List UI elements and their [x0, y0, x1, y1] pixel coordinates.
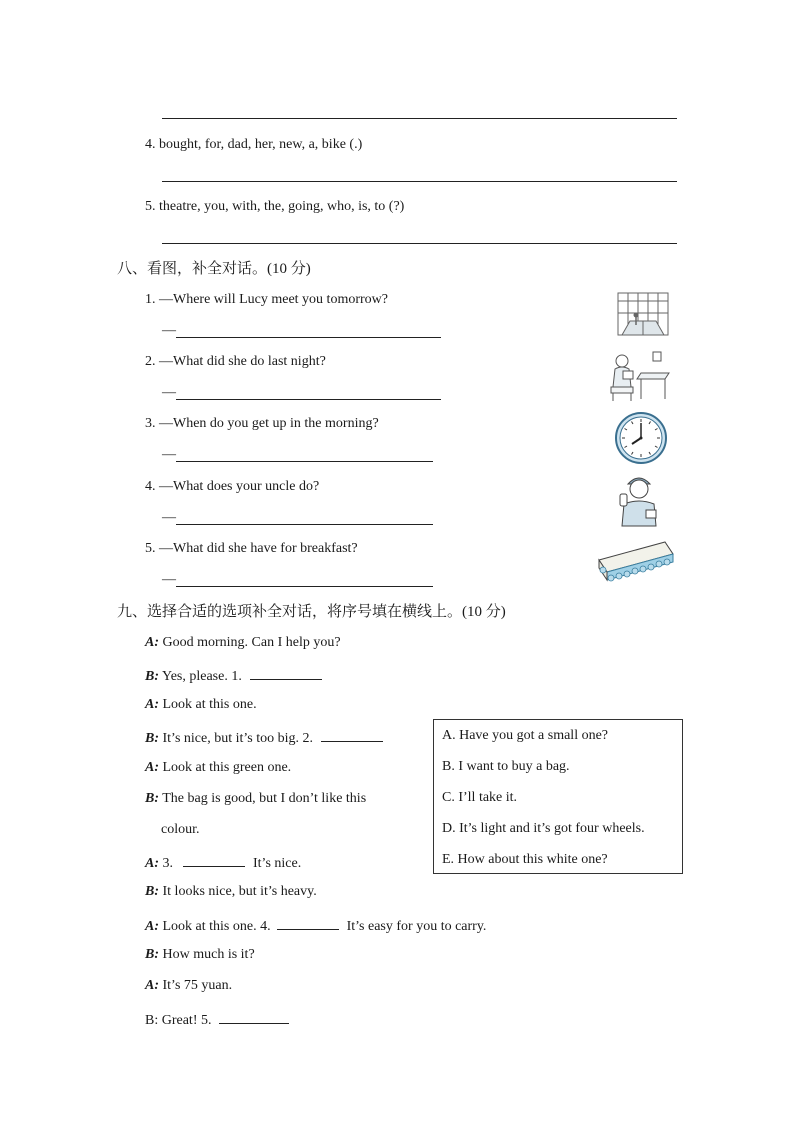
question-4: 4. —What does your uncle do?: [145, 479, 320, 494]
dialogue-text: colour.: [161, 822, 200, 837]
dialogue-line-5: [145, 759, 291, 777]
dialogue-line-4: [145, 727, 387, 748]
dialogue-text: How much is it?: [162, 947, 255, 962]
dialogue-line-6: [145, 790, 366, 808]
dialogue-line-1: [145, 634, 341, 652]
dialogue-line-11: [145, 946, 255, 964]
building-corridor-icon: [616, 291, 670, 337]
dialogue-text: Look at this one. 4.: [162, 919, 271, 934]
option-a: A. Have you got a small one?: [442, 728, 609, 743]
speaker-label: A:: [145, 760, 159, 775]
option-c: C. I’ll take it.: [442, 790, 518, 805]
speaker-label: B:: [145, 884, 159, 899]
section-9-title: 九、选择合适的选项补全对话，将序号填在横线上。: [117, 602, 463, 620]
dialogue-line-10: [145, 915, 486, 936]
sandwich-icon: [595, 538, 677, 584]
answer-line-q4[interactable]: [176, 524, 433, 525]
answer-line-5[interactable]: [162, 243, 677, 244]
option-b: B. I want to buy a bag.: [442, 759, 570, 774]
section-8-heading: [117, 258, 311, 279]
dialogue-text: The bag is good, but I don’t like this: [162, 791, 367, 806]
answer-line-q1[interactable]: [176, 337, 441, 338]
question-2: 2. —What did she do last night?: [145, 354, 326, 369]
answer-dash-3: —: [162, 447, 176, 462]
answer-dash-5: —: [162, 572, 176, 587]
blank-1[interactable]: [250, 665, 322, 680]
blank-2[interactable]: [321, 727, 383, 742]
speaker-label: B:: [145, 669, 159, 684]
section-8-title: 八、看图，补全对话。: [117, 259, 268, 277]
dialogue-line-7: [161, 821, 200, 839]
dialogue-line-12: [145, 977, 232, 995]
section-9-score: (10 分): [462, 604, 506, 620]
section-9-heading: [117, 601, 506, 622]
speaker-label: A:: [145, 919, 159, 934]
options-box: [433, 719, 683, 874]
speaker-label: B:: [145, 731, 159, 746]
question-1: 1. —Where will Lucy meet you tomorrow?: [145, 292, 388, 307]
dialogue-text: Look at this one.: [162, 697, 257, 712]
answer-line-q2[interactable]: [176, 399, 441, 400]
blank-3[interactable]: [183, 852, 245, 867]
option-d: D. It’s light and it’s got four wheels.: [442, 821, 645, 836]
speaker-label: B:: [145, 791, 159, 806]
answer-dash-1: —: [162, 323, 176, 338]
dialogue-text: Yes, please. 1.: [161, 669, 242, 684]
question-5: 5. —What did she have for breakfast?: [145, 541, 358, 556]
reorder-item-4: 4. bought, for, dad, her, new, a, bike (.): [145, 137, 363, 152]
speaker-label: A:: [145, 635, 159, 650]
dialogue-text: 3.: [162, 856, 173, 871]
answer-line-q3[interactable]: [176, 461, 433, 462]
dialogue-line-9: [145, 883, 317, 901]
option-e: E. How about this white one?: [442, 852, 608, 867]
reorder-item-5: 5. theatre, you, with, the, going, who, is, to (?): [145, 199, 405, 214]
speaker-label: A:: [145, 856, 159, 871]
dialogue-text: It’s nice.: [253, 856, 302, 871]
answer-line-q5[interactable]: [176, 586, 433, 587]
dialogue-text: Look at this green one.: [162, 760, 292, 775]
blank-5[interactable]: [219, 1009, 289, 1024]
speaker-label: A:: [145, 978, 159, 993]
clock-icon: [614, 411, 668, 465]
question-3: 3. —When do you get up in the morning?: [145, 416, 379, 431]
dialogue-text: B: Great! 5.: [145, 1013, 212, 1028]
blank-4[interactable]: [277, 915, 339, 930]
answer-dash-2: —: [162, 385, 176, 400]
thumbs-up-man-icon: [616, 470, 662, 528]
dialogue-text: It’s nice, but it’s too big. 2.: [162, 731, 313, 746]
dialogue-line-8: [145, 852, 301, 873]
speaker-label: B:: [145, 947, 159, 962]
answer-line-3[interactable]: [162, 118, 677, 119]
speaker-label: A:: [145, 697, 159, 712]
answer-dash-4: —: [162, 510, 176, 525]
section-8-score: (10 分): [267, 261, 311, 277]
dialogue-line-2: [145, 665, 326, 686]
dialogue-text: It’s easy for you to carry.: [346, 919, 487, 934]
answer-line-4[interactable]: [162, 181, 677, 182]
dialogue-text: It’s 75 yuan.: [162, 978, 233, 993]
dialogue-text: It looks nice, but it’s heavy.: [162, 884, 317, 899]
girl-reading-icon: [607, 349, 671, 403]
dialogue-text: Good morning. Can I help you?: [162, 635, 341, 650]
dialogue-line-13: [145, 1009, 293, 1030]
dialogue-line-3: [145, 696, 257, 714]
